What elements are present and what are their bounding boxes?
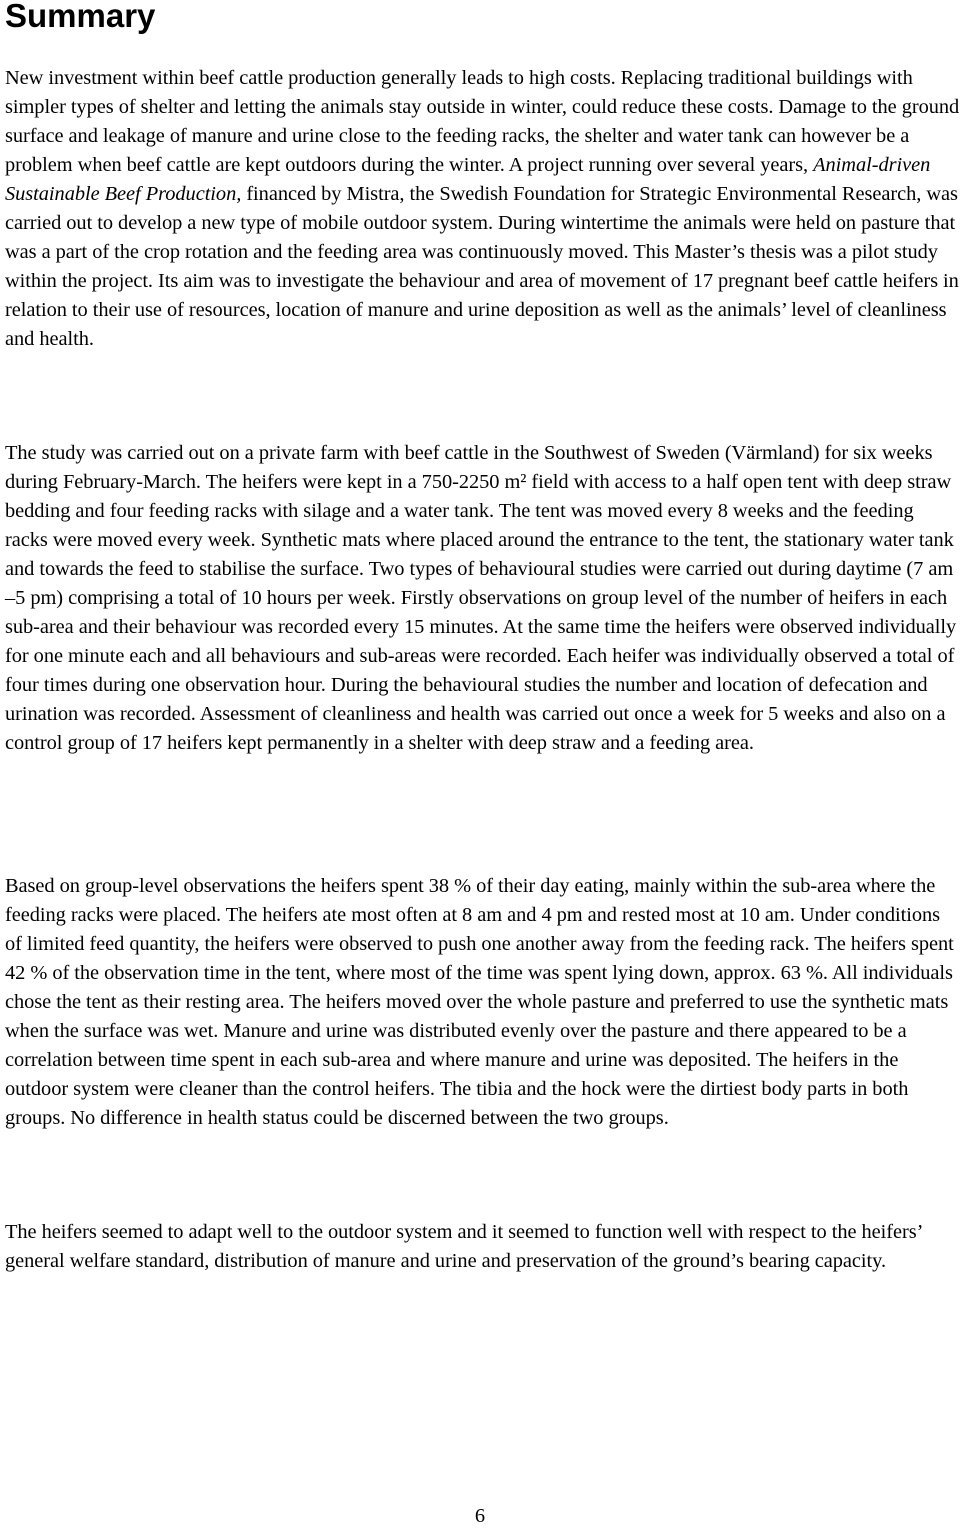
project-name-italic: Animal-driven Sustainable Beef Production, <box>5 154 931 205</box>
paragraph-results: Based on group-level observations the heifers spent 38 % of their day eating, mainly within the sub-area where the feeding racks were placed. The heifers ate most often at 8 am and 4 pm and rested most at 10 am. Under conditions of limited feed quantity, the heifers were observed to push one another away from the feeding rack. The heifers spent 42 % of the observation time in the tent, where most of the time was spent lying down, approx. 63 %. All individuals chose the tent as their resting area. The heifers moved over the whole pasture and preferred to use the synthetic mats when the surface was wet. Manure and urine was distributed evenly over the pasture and there appeared to be a correlation between time spent in each sub-area and where manure and urine was deposited. The heifers in the outdoor system were cleaner than the control heifers. The tibia and the hock were the dirtiest body parts in both groups. No difference in health status could be discerned between the two groups. <box>5 875 954 1129</box>
paragraph-intro <box>5 64 960 354</box>
page-number: 6 <box>474 1505 486 1527</box>
page-title: Summary <box>5 0 156 34</box>
paragraph-intro-text-end: financed by Mistra, the Swedish Foundation for Strategic Environmental Research, was carried out to develop a new type of mobile outdoor system. During wintertime the animals were held on pasture that was a part of the crop rotation and the feeding area was continuously moved. This Master’s thesis was a pilot study within the project. Its aim was to investigate the behaviour and area of movement of 17 pregnant beef cattle heifers in relation to their use of resources, location of manure and urine deposition as well as the animals’ level of cleanliness and health. <box>5 183 959 350</box>
paragraph-intro-text-start: New investment within beef cattle production generally leads to high costs. Replacing traditional buildings with simpler types of shelter and letting the animals stay outside in winter, could reduce these costs. Damage to the ground surface and leakage of manure and urine close to the feeding racks, the shelter and water tank can however be a problem when beef cattle are kept outdoors during the winter. A project running over several years, <box>5 67 960 176</box>
document-page <box>5 0 960 1272</box>
paragraph-methods: The study was carried out on a private farm with beef cattle in the Southwest of Sweden (Värmland) for six weeks during February-March. The heifers were kept in a 750-2250 m² field with access to a half open tent with deep straw bedding and four feeding racks with silage and a water tank. The tent was moved every 8 weeks and the feeding racks were moved every week. Synthetic mats where placed around the entrance to the tent, the stationary water tank and towards the feed to stabilise the surface. Two types of behavioural studies were carried out during daytime (7 am –5 pm) comprising a total of 10 hours per week. Firstly observations on group level of the number of heifers in each sub-area and their behaviour was recorded every 15 minutes. At the same time the heifers were observed individually for one minute each and all behaviours and sub-areas were recorded. Each heifer was individually observed a total of four times during one observation hour. During the behavioural studies the number and location of defecation and urination was recorded. Assessment of cleanliness and health was carried out once a week for 5 weeks and also on a control group of 17 heifers kept permanently in a shelter with deep straw and a feeding area. <box>5 442 957 754</box>
paragraph-conclusion: The heifers seemed to adapt well to the outdoor system and it seemed to function well with respect to the heifers’ general welfare standard, distribution of manure and urine and preservation of the ground’s bearing capacity. <box>5 1221 922 1272</box>
